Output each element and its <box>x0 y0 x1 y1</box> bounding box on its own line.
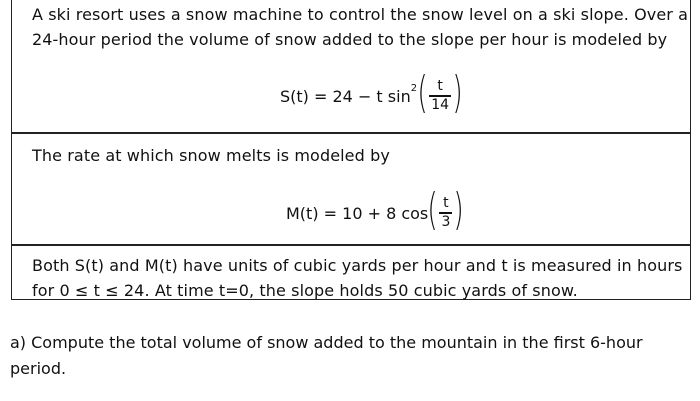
fraction-denominator: 3 <box>441 213 451 230</box>
intro-line-1: A ski resort uses a snow machine to control the snow level on a ski slope. Over a <box>32 5 689 24</box>
question-a-line-2: period. <box>10 359 67 378</box>
divider-line-1 <box>12 132 690 134</box>
right-paren: ) <box>452 67 463 118</box>
problem-statement-box <box>11 0 691 300</box>
snow-added-fraction <box>429 78 451 113</box>
left-paren: ( <box>427 184 439 235</box>
snow-added-equation <box>280 67 463 120</box>
fraction-denominator: 14 <box>431 96 450 113</box>
snow-melt-equation <box>286 184 465 237</box>
melt-paragraph: The rate at which snow melts is modeled by <box>32 146 390 165</box>
left-paren: ( <box>417 67 428 118</box>
snow-added-lhs: S(t) = 24 − t sin <box>280 86 411 106</box>
units-line-2: for 0 ≤ t ≤ 24. At time t=0, the slope holds 50 cubic yards of snow. <box>32 281 578 300</box>
units-paragraph <box>32 253 682 303</box>
right-paren: ) <box>453 184 465 235</box>
intro-paragraph <box>32 2 688 52</box>
divider-line-2 <box>12 244 690 246</box>
snow-melt-fraction <box>439 195 452 230</box>
snow-added-exponent: 2 <box>410 82 418 94</box>
fraction-numerator: t <box>437 78 443 95</box>
intro-line-2: 24-hour period the volume of snow added to the slope per hour is modeled by <box>32 30 668 49</box>
question-a <box>10 330 643 382</box>
question-a-line-1: a) Compute the total volume of snow added to the mountain in the first 6-hour <box>10 333 643 352</box>
snow-melt-lhs: M(t) = 10 + 8 cos <box>286 203 429 223</box>
units-line-1: Both S(t) and M(t) have units of cubic yards per hour and t is measured in hours <box>32 256 683 275</box>
fraction-numerator: t <box>443 195 449 212</box>
